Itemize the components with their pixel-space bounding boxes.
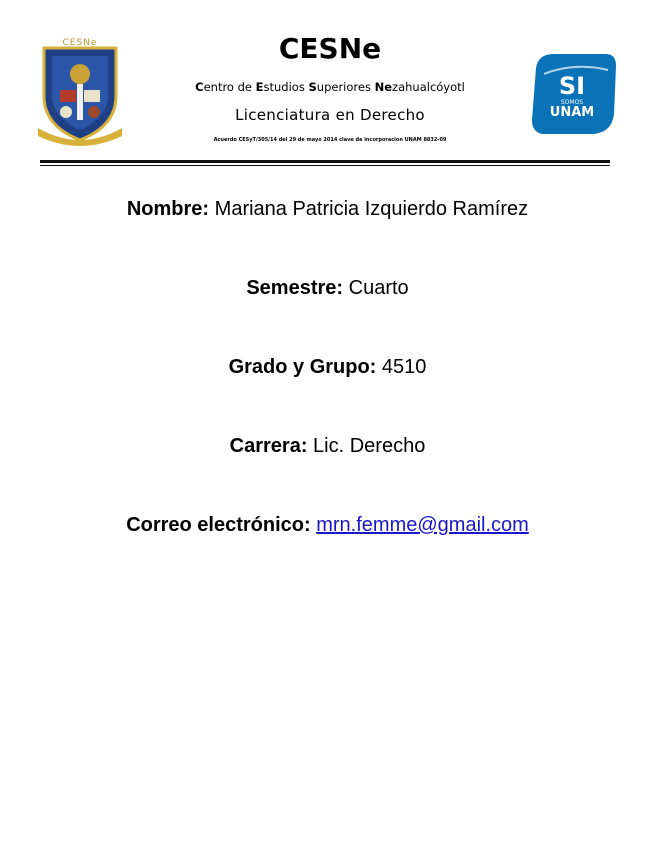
field-label: Correo electrónico: [126,514,311,536]
field-correo [40,514,615,537]
email-link[interactable]: mrn.femme@gmail.com [316,514,529,536]
svg-text:SI: SI [558,72,586,100]
crest-label: CESNe [62,38,98,48]
field-grado-grupo [40,356,615,379]
svg-text:SOMOS: SOMOS [560,99,584,106]
field-carrera [40,435,615,458]
field-label: Nombre: [126,198,210,220]
header-divider-thick [40,160,610,163]
field-label: Semestre: [246,277,344,299]
institution-full-name: Centro de Estudios Superiores Nezahualcóyotl [195,80,465,94]
field-value: Lic. Derecho [313,435,426,457]
incorporation-agreement: Acuerdo CESyT/305/14 del 29 de mayo 2014 clave de incorporacion UNAM 8832-09 [213,137,447,143]
si-somos-unam-logo [528,48,620,140]
field-label: Grado y Grupo: [228,356,377,378]
field-value: Mariana Patricia Izquierdo Ramírez [214,198,529,220]
field-label: Carrera: [229,435,308,457]
field-semestre [40,277,615,300]
institution-title: CESNe [278,32,382,65]
header-divider-thin [40,165,610,166]
field-value: 4510 [381,356,427,378]
field-nombre [40,198,615,221]
cesne-crest-logo [34,36,126,146]
field-value: Cuarto [348,277,409,299]
svg-text:UNAM: UNAM [549,105,595,120]
program-name: Licenciatura en Derecho [235,106,425,124]
document-header [0,0,655,170]
